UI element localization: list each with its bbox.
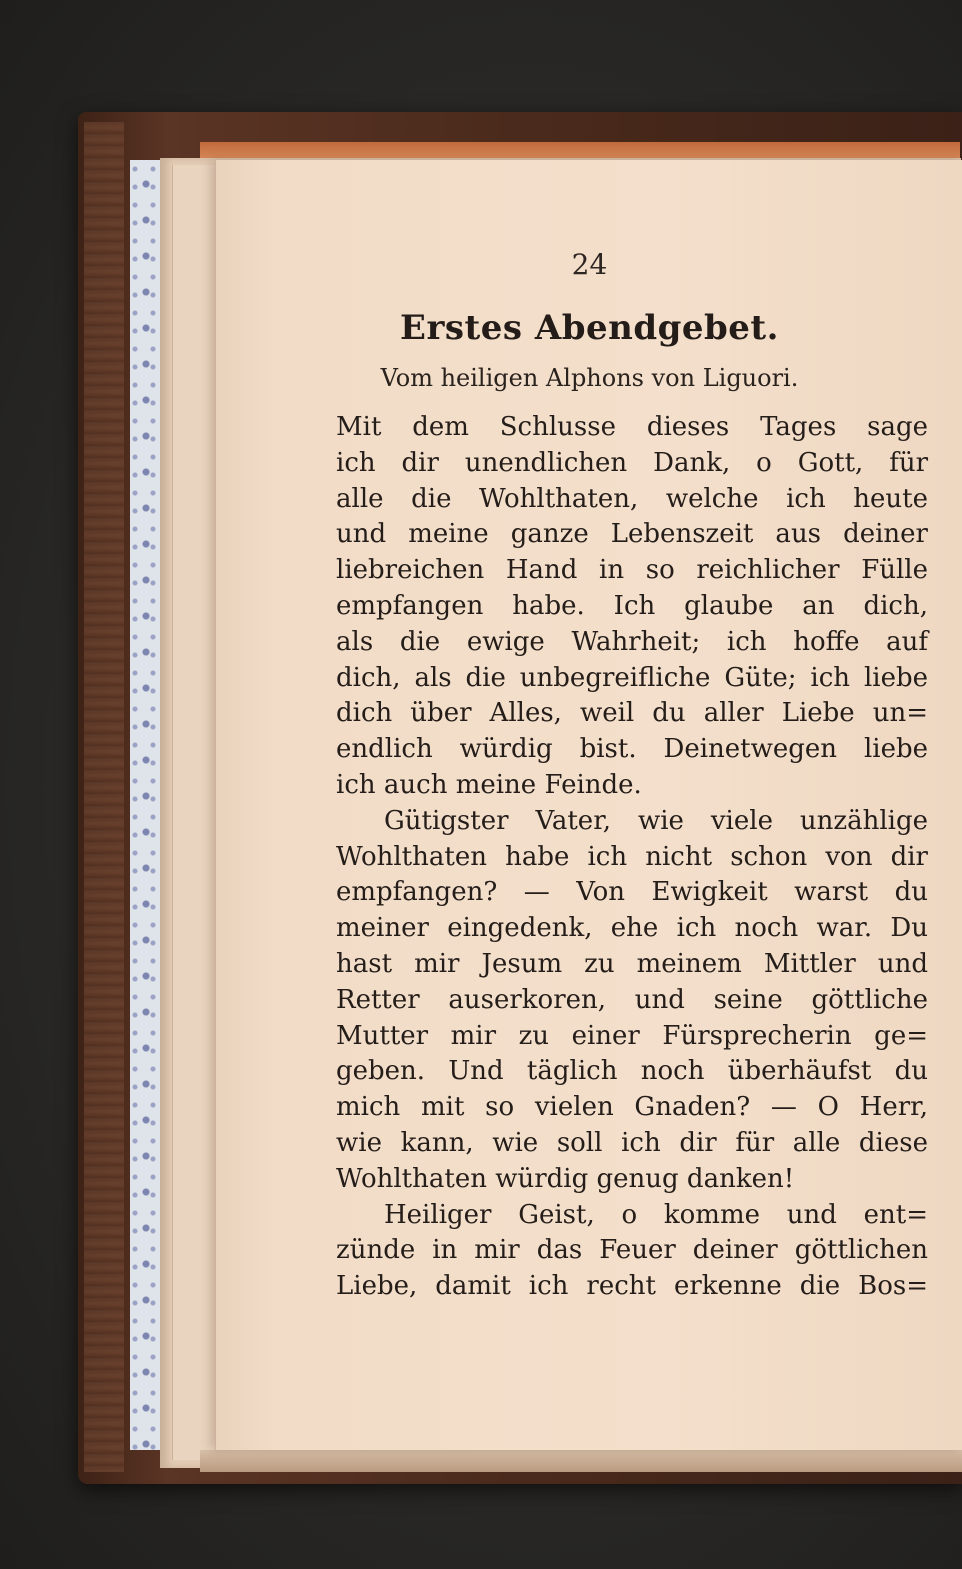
page-edge-bottom [200, 1450, 962, 1472]
text-line: dich über Alles, weil du aller Liebe un= [336, 698, 928, 729]
text-line: dich, als die unbegreifliche Güte; ich liebe [336, 662, 928, 693]
text-line: alle die Wohlthaten, welche ich heute [336, 483, 928, 514]
text-line: und meine ganze Lebenszeit aus deiner [336, 519, 928, 550]
text-line: Heiliger Geist, o komme und ent= [384, 1199, 928, 1230]
text-line: Retter auserkoren, und seine göttliche [336, 984, 928, 1015]
text-line: Liebe, damit ich recht erkenne die Bos= [336, 1271, 928, 1302]
text-line: mich mit so vielen Gnaden? — O Herr, [336, 1092, 928, 1123]
text-line: endlich würdig bist. Deinetwegen liebe [336, 734, 928, 765]
book-page [215, 160, 962, 1450]
text-line: meiner eingedenk, ehe ich noch war. Du [336, 913, 928, 944]
text-line: Wohlthaten würdig genug danken! [336, 1163, 795, 1194]
text-line: wie kann, wie soll ich dir für alle diese [336, 1127, 928, 1158]
text-line: hast mir Jesum zu meinem Mittler und [336, 948, 928, 979]
prayer-body [336, 410, 928, 1305]
text-line: ich dir unendlichen Dank, o Gott, für [336, 447, 928, 478]
prayer-subtitle: Vom heiligen Alphons von Liguori. [380, 364, 799, 392]
text-line: liebreichen Hand in so reichlicher Fülle [336, 555, 928, 586]
text-line: empfangen? — Von Ewigkeit warst du [336, 877, 928, 908]
text-line: ich auch meine Feinde. [336, 769, 642, 800]
page-number: 24 [571, 248, 608, 281]
text-line: Mit dem Schlusse dieses Tages sage [336, 412, 928, 442]
text-line: Gütigster Vater, wie viele unzählige [384, 805, 928, 836]
text-line: empfangen habe. Ich glaube an dich, [336, 590, 928, 621]
prayer-title: Erstes Abendgebet. [400, 308, 779, 348]
text-line: zünde in mir das Feuer deiner göttlichen [336, 1235, 928, 1266]
text-line: geben. Und täglich noch überhäufst du [336, 1056, 928, 1087]
cover-spine-edge [84, 122, 124, 1472]
text-line: als die ewige Wahrheit; ich hoffe auf [336, 626, 928, 657]
text-line: Wohlthaten habe ich nicht schon von dir [336, 841, 928, 872]
text-line: Mutter mir zu einer Fürsprecherin ge= [336, 1020, 928, 1051]
